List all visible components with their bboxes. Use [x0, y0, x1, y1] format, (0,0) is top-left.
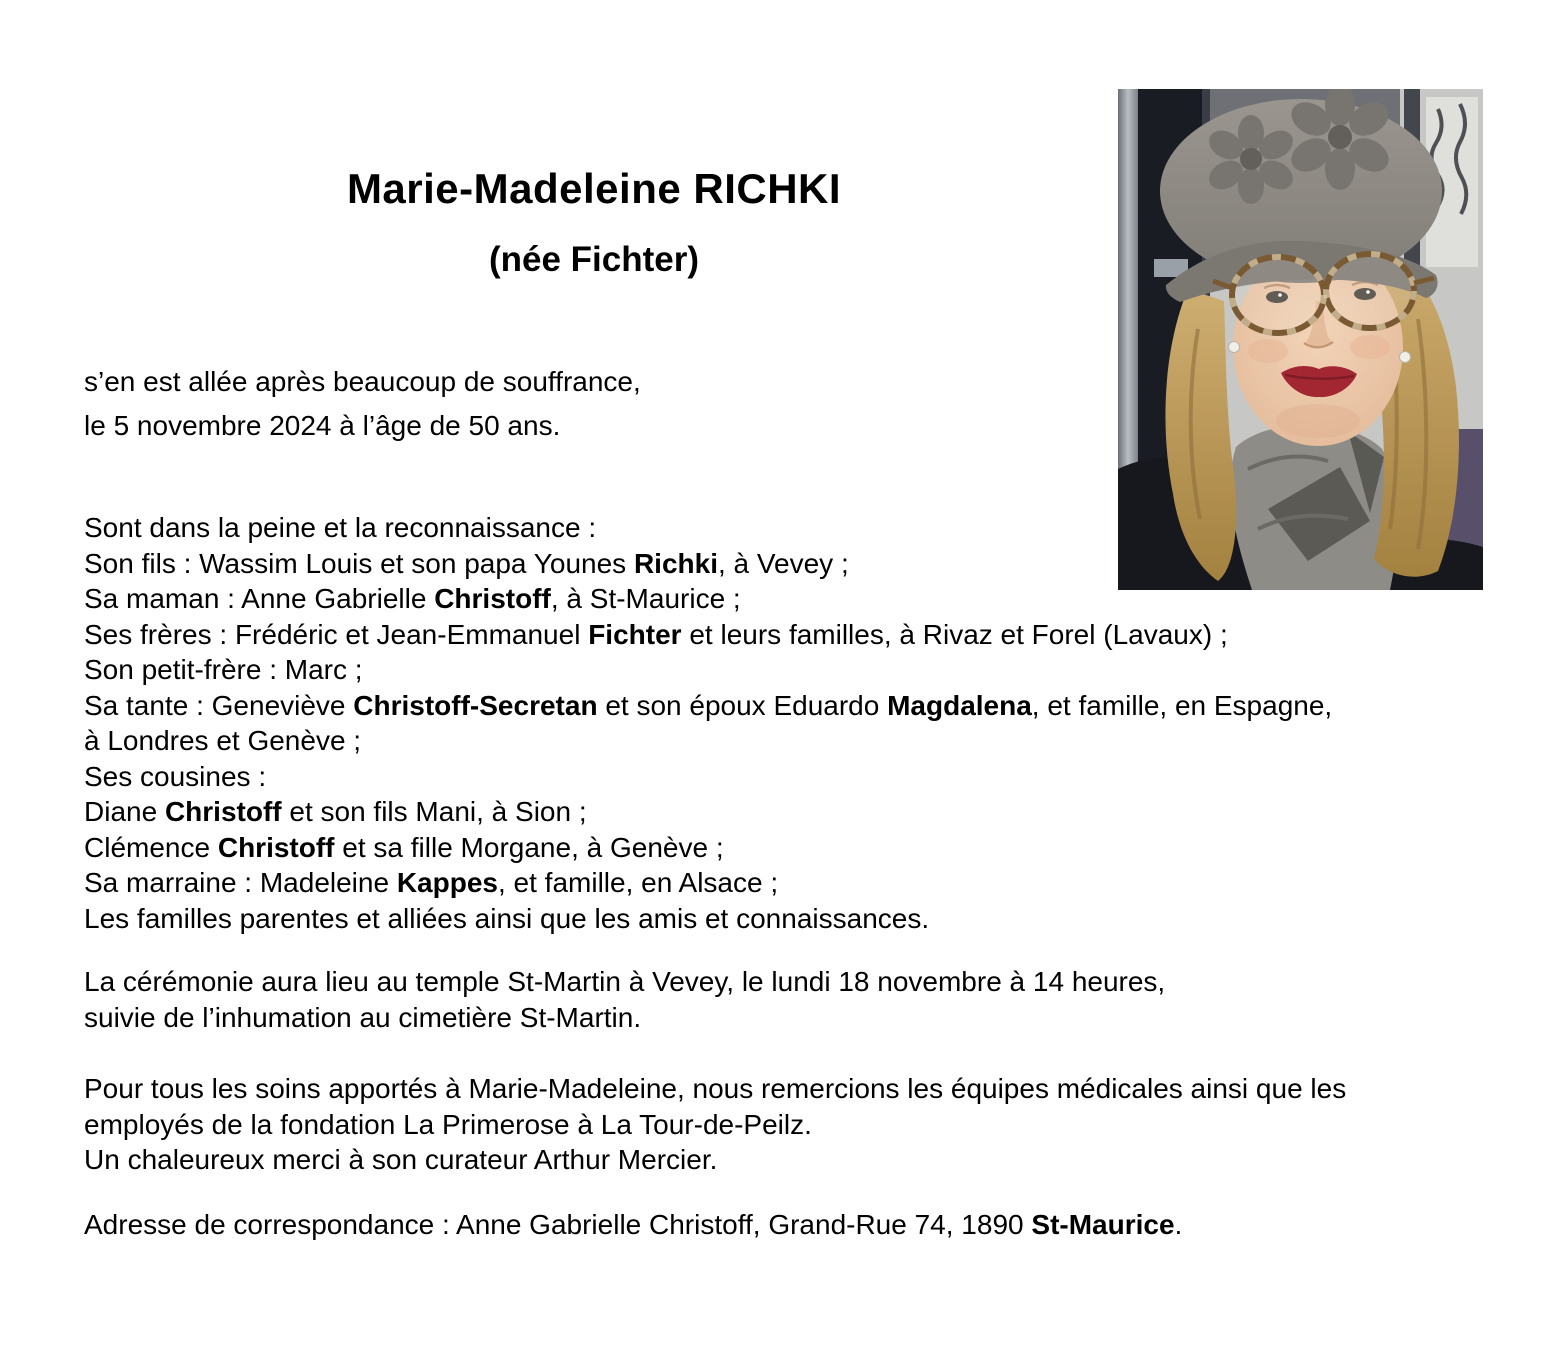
text-run: Ses cousines : [84, 760, 267, 792]
bold-family-name: Richki [633, 547, 718, 579]
bold-family-name: Christoff [434, 583, 551, 614]
text-line [84, 759, 1332, 795]
bold-family-name: Fichter [588, 618, 682, 650]
portrait-photo [1118, 89, 1483, 590]
page-subtitle: (née Fichter) [488, 240, 700, 279]
text-run: Sa maman : Anne Gabrielle [84, 583, 435, 614]
text-run: Sa marraine : Madeleine [84, 867, 397, 898]
text-run: employés de la fondation La Primerose à La Tour-de-Peilz. [84, 1108, 812, 1140]
text-run: Pour tous les soins apportés à Marie-Madeleine, nous remercions les équipes médicales ainsi que les [84, 1073, 1347, 1104]
text-run: Sa tante : Geneviève [84, 689, 354, 721]
text-line [84, 617, 1332, 653]
text-line [84, 404, 641, 448]
text-run: Adresse de correspondance : Anne Gabrielle Christoff, Grand-Rue 74, 1890 [84, 1209, 1032, 1240]
text-run: et son époux Eduardo [597, 689, 888, 721]
text-run: , à St-Maurice ; [550, 583, 741, 614]
text-run: Diane [84, 796, 165, 827]
text-line [84, 1142, 1346, 1178]
bold-family-name: Christoff-Secretan [353, 689, 598, 721]
text-line [84, 1000, 1165, 1036]
text-line [84, 1107, 1346, 1143]
text-run: Sont dans la peine et la reconnaissance : [84, 512, 597, 543]
text-line [84, 723, 1332, 759]
cheek-left [1248, 339, 1288, 363]
text-run: Un chaleureux merci à son curateur Arthur Mercier. [84, 1144, 718, 1175]
pearl-earring-right [1400, 352, 1411, 363]
text-run: . [1174, 1209, 1183, 1240]
portrait-photo-svg [1118, 89, 1483, 590]
text-run: , et famille, en Alsace ; [497, 867, 779, 898]
paragraph-address [84, 1207, 1182, 1243]
text-run: Les familles parentes et alliées ainsi que les amis et connaissances. [84, 902, 930, 934]
text-run: s’en est allée après beaucoup de souffrance, [84, 366, 641, 397]
text-line [84, 830, 1332, 866]
bold-family-name: Kappes [396, 867, 498, 898]
pearl-earring-left [1229, 342, 1240, 353]
text-run: Ses frères : Frédéric et Jean-Emmanuel [84, 618, 589, 650]
text-run: à Londres et Genève ; [84, 725, 362, 756]
text-line [84, 794, 1332, 830]
text-line [84, 360, 641, 404]
text-run: Clémence [84, 831, 218, 863]
bold-family-name: Christoff [164, 796, 282, 827]
text-run: et leurs familles, à Rivaz et Forel (Lavaux) ; [681, 618, 1228, 650]
cheek-right [1350, 335, 1390, 359]
bold-family-name: Christoff [217, 831, 335, 863]
text-line [84, 865, 1332, 901]
text-run: suivie de l’inhumation au cimetière St-Martin. [84, 1001, 642, 1033]
text-run: , à Vevey ; [717, 547, 849, 579]
text-line [84, 688, 1332, 724]
text-run: Son fils : Wassim Louis et son papa Younes [84, 547, 634, 579]
chin-shadow [1276, 404, 1360, 438]
text-run: le 5 novembre 2024 à l’âge de 50 ans. [84, 410, 561, 441]
page-title: Marie-Madeleine RICHKI [346, 165, 842, 212]
paragraph-ceremony [84, 964, 1165, 1035]
text-run: et son fils Mani, à Sion ; [281, 796, 587, 827]
paragraph-thanks [84, 1071, 1346, 1178]
bold-family-name: Magdalena [887, 689, 1032, 721]
text-line [84, 901, 1332, 937]
text-run: Son petit-frère : Marc ; [84, 654, 363, 685]
text-line [84, 1071, 1346, 1107]
text-run: La cérémonie aura lieu au temple St-Martin à Vevey, le lundi 18 novembre à 14 heures, [84, 966, 1166, 997]
text-run: , et famille, en Espagne, [1031, 689, 1333, 721]
text-line [84, 964, 1165, 1000]
paragraph-intro [84, 360, 641, 448]
bold-family-name: St-Maurice [1031, 1209, 1175, 1240]
text-run: et sa fille Morgane, à Genève ; [334, 831, 724, 863]
text-line [84, 1207, 1182, 1243]
text-line [84, 652, 1332, 688]
